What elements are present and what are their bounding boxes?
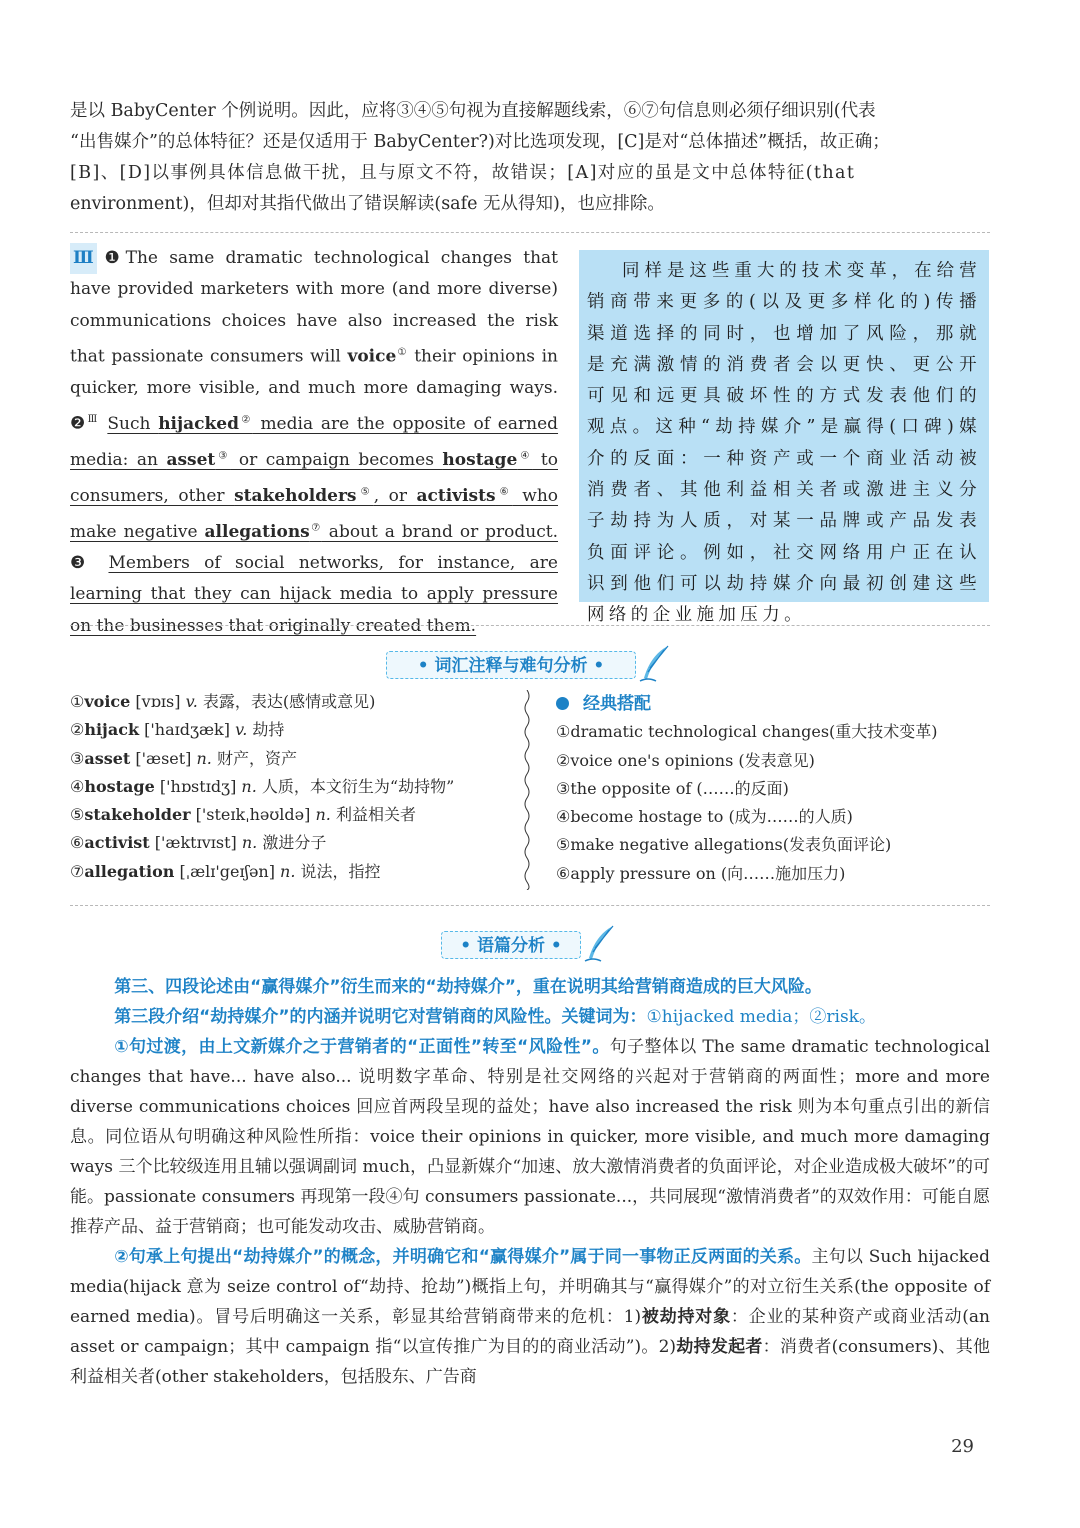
english-passage: [70, 243, 558, 642]
intro-line: “出售媒介”的总体特征？还是仅适用于 BabyCenter?)对比选项发现，[C]是对“总体描述”概括，故正确；: [70, 132, 890, 152]
intro-line: 是以 BabyCenter 个例说明。因此，应将③④⑤句视为直接解题线索，⑥⑦句信息则必须仔细识别(代表: [70, 101, 876, 121]
vocab-item: ④hostage ['hɒstɪdʒ] n. 人质，本文衍生为“劫持物”: [70, 776, 455, 796]
underlined-sentence-2: Such hijacked② media are the opposite of earned media: an asset③ or campaign becomes hostage④ to consumers, other stakeholders⑤, or activists⑥ who make negative allegations⑦ about a brand or product.: [70, 413, 559, 542]
vocab-item: ⑤stakeholder ['steɪkˌhəʊldə] n. 利益相关者: [70, 805, 416, 825]
translation-text: 同样是这些重大的技术变革，在给营销商带来更多的(以及更多样化的)传播渠道选择的同时，也增加了风险，那就是充满激情的消费者会以更快、更公开可见和远更具破坏性的方式发表他们的观点。这种“劫持媒介”是赢得(口碑)媒介的反面：一种资产或一个商业活动被消费者、其他利益相关者或激进主义分子劫持为人质，对某一品牌或产品发表负面评论。例如，社交网络用户正在认识到他们可以劫持媒介向最初创建这些网络的企业施加压力。: [587, 261, 981, 626]
vocab-item: ①voice [vɒɪs] v. 表露，表达(感情或意见): [70, 692, 376, 711]
intro-line: [B]、[D]以事例具体信息做干扰，且与原文不符，故错误；[A]对应的虽是文中总体特征(that: [70, 163, 856, 183]
analysis-paragraph: ①句过渡，由上文新媒介之于营销者的“正面性”转至“风险性”。句子整体以 The same dramatic technological changes that have... have also... 说明数字革命、特别是社交网络的兴起对于营销商的两面性；more and more diverse communications choices 回应首两段呈现的益处；have also increased the risk 则为本句重点引出的新信息。同位语从句明确这种风险性所指：voice their opinions in quicker, more visible, and much more damaging ways 三个比较级连用且辅以强调副词 much，凸显新媒介“加速、放大激情消费者的负面评论，对企业造成极大破坏”的可能。passionate consumers 再现第一段④句 consumers passionate...，共同展现“激情消费者”的双效作用：可能自愿推荐产品、益于营销商；也可能发动攻击、威胁营销商。: [70, 1037, 990, 1237]
quill-icon: [638, 644, 672, 684]
quill-icon: [583, 924, 617, 964]
sentence-number: ❷: [70, 413, 88, 434]
collocation-item: ③the opposite of (……的反面): [556, 778, 789, 798]
analysis-paragraph: 第三段介绍“劫持媒介”的内涵并说明它对营销商的风险性。关键词为：①hijacked media；②risk。: [114, 1007, 876, 1027]
collocation-item: ②voice one's opinions (发表意见): [556, 750, 815, 770]
intro-paragraph: [70, 96, 990, 220]
collocation-title: 经典搭配: [583, 694, 651, 714]
bullet-icon: [556, 697, 569, 710]
sentence-1-text: The same dramatic technological changes that have provided marketers with more (and more diverse) communications choices have also increased the risk that passionate consumers will: [70, 248, 558, 367]
underlined-sentence-3: Members of social networks, for instance, are learning that they can hijack media to apply pressure on the businesses that originally created them.: [70, 552, 558, 636]
vocab-item: ②hijack ['haɪdʒæk] v. 劫持: [70, 720, 285, 740]
collocation-list: [556, 690, 938, 888]
intro-line: environment)，但却对其指代做出了错误解读(safe 无从得知)，也应排除。: [70, 194, 665, 214]
divider: [70, 905, 990, 906]
collocation-item: ⑤make negative allegations(发表负面评论): [556, 835, 892, 855]
sentence-number: ❸: [70, 552, 109, 573]
sentence-1-text: their opinions in quicker, more visible, and much more damaging ways.: [70, 346, 559, 398]
analysis-summary: 第三、四段论述由“赢得媒介”衍生而来的“劫持媒介”，重在说明其给营销商造成的巨大风险。: [114, 977, 822, 997]
collocation-title-row: [556, 690, 938, 718]
vocab-item: ⑥activist ['æktɪvɪst] n. 激进分子: [70, 833, 327, 853]
analysis-paragraph: ②句承上句提出“劫持媒介”的概念，并明确它和“赢得媒介”属于同一事物正反两面的关系。主句以 Such hijacked media(hijack 意为 seize control of“劫持、抢劫”)概指上句，并明确其与“赢得媒介”的对立衍生关系(the opposite of earned media)。冒号后明确这一关系，彰显其给营销商带来的危机：1)被劫持对象：企业的某种资产或商业活动(an asset or campaign；其中 campaign 指“以宣传推广为目的的商业活动”)。2)劫持发起者：消费者(consumers)、其他利益相关者(other stakeholders，包括股东、广告商: [70, 1247, 991, 1387]
collocation-item: ①dramatic technological changes(重大技术变革): [556, 722, 938, 742]
collocation-item: ⑥apply pressure on (向……施加压力): [556, 863, 846, 883]
paragraph-marker: Ⅲ: [87, 414, 100, 426]
vocab-item: ③asset ['æset] n. 财产，资产: [70, 748, 297, 768]
paragraph-marker: Ⅲ: [70, 243, 97, 274]
discourse-analysis: [70, 972, 990, 1392]
collocation-item: ④become hostage to (成为……的人质): [556, 807, 853, 827]
page-number: 29: [951, 1436, 974, 1457]
vocab-list: [70, 688, 454, 886]
divider: [70, 232, 990, 233]
sentence-number: ❶: [98, 248, 126, 268]
key-word: voice: [347, 346, 397, 367]
wavy-divider: [523, 690, 531, 890]
footnote-ref: ①: [396, 346, 408, 358]
translation-box: [579, 250, 989, 626]
divider: [70, 625, 990, 626]
vocab-item: ⑦allegation [ˌælɪ'geɪʃən] n. 说法，指控: [70, 861, 381, 881]
section-heading-vocab: • 词汇注释与难句分析 •: [386, 651, 636, 679]
section-heading-analysis: • 语篇分析 •: [441, 931, 581, 959]
